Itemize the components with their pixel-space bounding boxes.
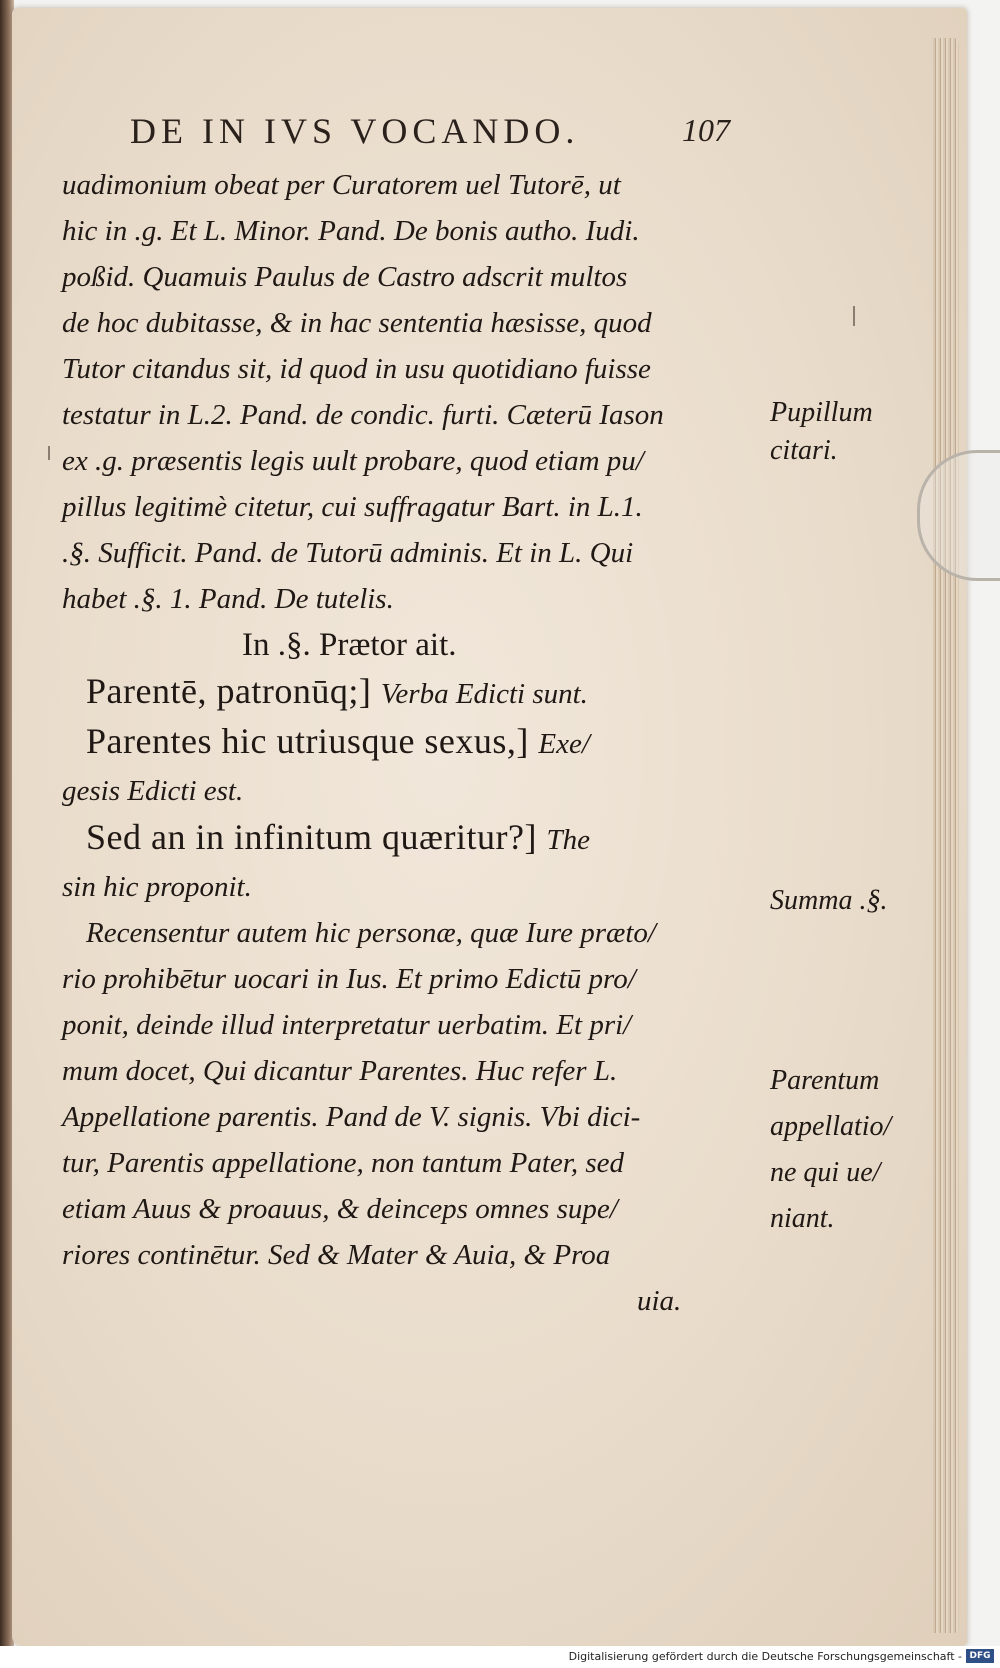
text-line: ex .g. præsentis legis uult probare, quod etiam pu/ (62, 445, 644, 477)
text-line: testatur in L.2. Pand. de condic. furti. Cæterū Iason (62, 399, 664, 431)
lemma-quote: Sed an in infinitum quæritur?] (86, 817, 547, 857)
lemma-continuation: sin hic proponit. (62, 871, 252, 903)
text-line: hic in .g. Et L. Minor. Pand. De bonis autho. Iudi. (62, 215, 640, 247)
page-text (62, 162, 892, 1324)
text-line: .§. Sufficit. Pand. de Tutorū adminis. Et in L. Qui (62, 537, 634, 569)
ink-mark (48, 446, 50, 460)
text-line: pillus legitimè citetur, cui suffragatur Bart. in L.1. (62, 491, 643, 523)
lemma (62, 668, 722, 718)
margin-note-line: appellatio/ (770, 1111, 892, 1142)
lemma-gloss: Verba Edicti sunt. (380, 678, 588, 710)
paragraph-1 (62, 162, 722, 622)
margin-note-pupillum (770, 394, 873, 470)
footer-bar (0, 1646, 1000, 1668)
text-line: mum docet, Qui dicantur Parentes. Huc refer L. (62, 1055, 618, 1087)
text-line: poßid. Quamuis Paulus de Castro adscrit multos (62, 261, 628, 293)
text-line: Tutor citandus sit, id quod in usu quotidiano fuisse (62, 353, 651, 385)
text-line: tur, Parentis appellatione, non tantum Pater, sed (62, 1147, 624, 1179)
running-title: DE IN IVS VOCANDO. (130, 111, 580, 151)
margin-note-line: Pupillum (770, 397, 873, 428)
margin-note-line: Summa .§. (770, 885, 888, 916)
text-line: rio prohibētur uocari in Ius. Et primo Edictū pro/ (62, 963, 636, 995)
text-line: Appellatione parentis. Pand de V. signis. Vbi dici- (62, 1101, 641, 1133)
dfg-logo: DFG (966, 1649, 994, 1663)
paragraph-2 (62, 910, 722, 1324)
lemma (62, 814, 722, 864)
text-line: uadimonium obeat per Curatorem uel Tutorē, ut (62, 169, 621, 201)
page-block-edge (933, 38, 959, 1633)
margin-note-line: niant. (770, 1203, 835, 1234)
text-line: de hoc dubitasse, & in hac sententia hæsisse, quod (62, 307, 652, 339)
text-line: etiam Auus & proauus, & deinceps omnes supe/ (62, 1193, 618, 1225)
margin-note-line: Parentum (770, 1065, 880, 1096)
margin-note-line: ne qui ue/ (770, 1157, 881, 1188)
text-line: uia. (637, 1285, 682, 1317)
text-line: ponit, deinde illud interpretatur uerbatim. Et pri/ (62, 1009, 632, 1041)
page-header (130, 110, 730, 160)
text-line: riores continētur. Sed & Mater & Auia, & Proa (62, 1239, 611, 1271)
text-line: Recensentur autem hic personæ, quæ Iure præto/ (86, 917, 656, 949)
lemma-quote: Parentē, patronūq;] (86, 671, 381, 711)
lemma (62, 718, 722, 768)
lemma-continuation: gesis Edicti est. (62, 775, 244, 807)
margin-note-summa (770, 882, 887, 920)
margin-note-parentum (770, 1062, 891, 1246)
lemma-gloss: The (546, 824, 590, 856)
lemma-quote: Parentes hic utriusque sexus,] (86, 721, 539, 761)
section-heading: In .§. Prætor ait. (242, 627, 457, 663)
text-line: habet .§. 1. Pand. De tutelis. (62, 583, 394, 615)
page-number: 107 (682, 112, 730, 148)
margin-note-line: citari. (770, 435, 838, 466)
lemma-gloss: Exe/ (538, 728, 590, 760)
ink-mark (853, 306, 855, 326)
digitization-credit: Digitalisierung gefördert durch die Deutsche Forschungsgemeinschaft - (568, 1650, 962, 1663)
